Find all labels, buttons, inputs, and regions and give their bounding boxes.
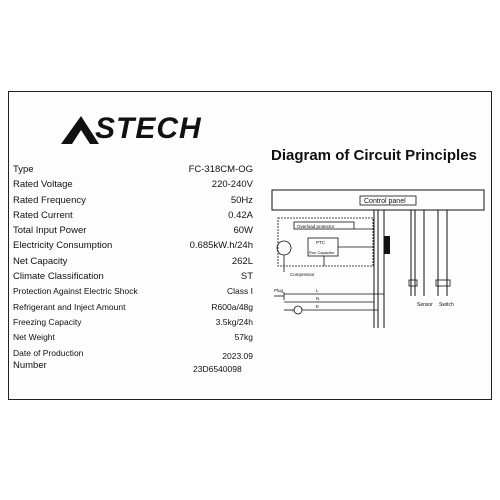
compressor-motor <box>277 241 291 255</box>
spec-row-electricity-consumption: Electricity Consumption 0.685kW.h/24h <box>13 240 253 252</box>
sensor-component <box>409 280 417 286</box>
switch-label: Switch <box>439 302 454 308</box>
plug-label: Plug <box>274 288 284 293</box>
spec-row-rated-current: Rated Current 0.42A <box>13 209 253 221</box>
spec-row-net-capacity: Net Capacity 262L <box>13 255 253 267</box>
diagram-title: Diagram of Circuit Principles <box>271 147 477 164</box>
spec-row-refrigerant: Refrigerant and Inject Amount R600a/48g <box>13 301 253 312</box>
circuit-diagram <box>264 188 486 328</box>
nameplate-label <box>8 91 492 400</box>
control-panel-label: Control panel <box>364 198 406 205</box>
brand-name: STECH <box>95 112 202 145</box>
spec-row-rated-voltage: Rated Voltage 220-240V <box>13 179 253 191</box>
spec-row-type: Type FC-318CM-OG <box>13 164 253 175</box>
svg-text:⏚: ⏚ <box>291 309 295 313</box>
sensor-label: Sensor <box>417 302 433 308</box>
connector-block <box>384 236 390 254</box>
spec-row-net-weight: Net Weight 57kg <box>13 332 253 343</box>
number-label: Number <box>13 360 47 371</box>
spec-table <box>13 164 253 363</box>
number-value: 23D6540098 <box>193 364 242 374</box>
spec-row-protection: Protection Against Electric Shock Class I <box>13 286 253 297</box>
wire-e-label: E <box>316 304 320 309</box>
spec-row-date-of-production: Date of Production 2023.09 <box>13 347 253 361</box>
overload-protector-label: Overload protector <box>297 224 335 229</box>
spec-row-freezing-capacity: Freezing Capacity 3.5kg/24h <box>13 316 253 327</box>
wire-l-label: L <box>316 288 319 293</box>
run-capacitor-label: Run Capacitor <box>309 250 335 255</box>
earth-symbol <box>294 306 302 314</box>
ptc-label: PTC <box>316 240 325 245</box>
brand-triangle-icon <box>59 112 99 146</box>
spec-row-rated-frequency: Rated Frequency 50Hz <box>13 194 253 206</box>
wire-n-label: N <box>316 296 320 301</box>
spec-row-total-input-power: Total Input Power 60W <box>13 225 253 237</box>
spec-row-climate-classification: Climate Classification ST <box>13 271 253 283</box>
brand-logo <box>59 112 209 146</box>
compressor-label: Compressor <box>290 272 315 277</box>
